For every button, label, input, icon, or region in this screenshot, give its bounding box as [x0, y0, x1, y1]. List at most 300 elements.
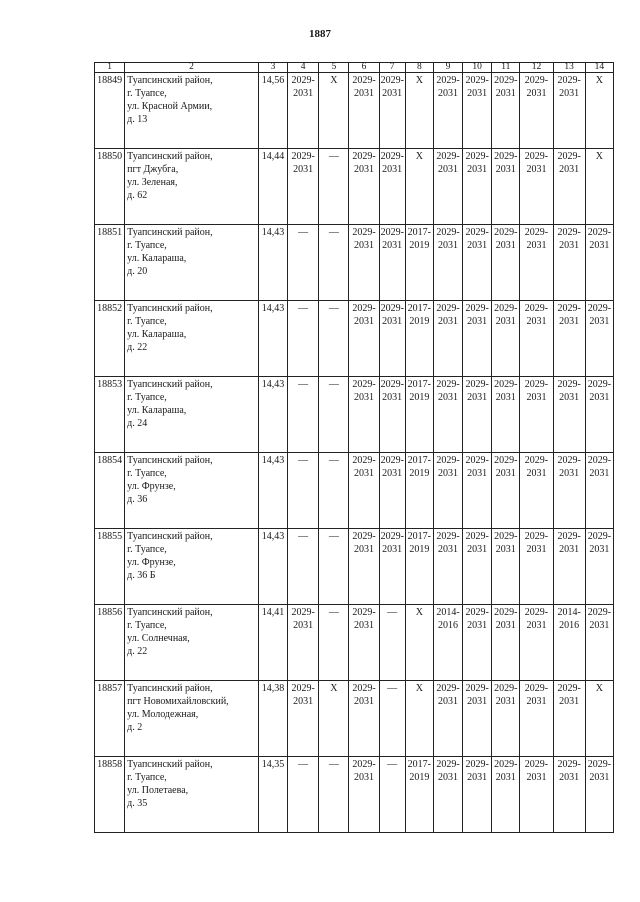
period-text: 2031 — [354, 316, 375, 327]
period-text: 2031 — [467, 620, 488, 631]
period-text: 2029- — [380, 303, 404, 314]
period-text: — — [328, 607, 339, 618]
period-text: X — [595, 683, 603, 694]
period-text: — — [328, 303, 339, 314]
address-cell — [125, 529, 259, 605]
period-text: 2031 — [559, 772, 580, 783]
period-text: 2029- — [352, 607, 376, 618]
period-text: 2031 — [559, 316, 580, 327]
period-cell — [463, 453, 492, 529]
schedule-table — [94, 62, 614, 833]
table-row — [95, 225, 614, 301]
period-text: 2029- — [524, 75, 549, 86]
period-text: — — [298, 531, 309, 542]
column-header: 14 — [585, 63, 613, 73]
period-text: 2031 — [467, 544, 488, 555]
period-text: 2029- — [291, 683, 315, 694]
period-text: 2031 — [437, 696, 458, 707]
address-line: д. 36 Б — [127, 570, 156, 581]
period-cell — [379, 681, 405, 757]
period-text: 2029- — [494, 75, 518, 86]
address-line: ул. Зеленая, — [127, 177, 178, 188]
period-text: 2029- — [557, 531, 581, 542]
period-text: 2031 — [495, 772, 516, 783]
period-cell — [585, 757, 613, 833]
period-text: 2031 — [559, 696, 580, 707]
period-cell — [463, 681, 492, 757]
record-number: 18854 — [95, 453, 125, 529]
period-text: 2031 — [293, 620, 314, 631]
address-line: д. 24 — [127, 418, 148, 429]
period-cell — [585, 377, 613, 453]
table-row — [95, 757, 614, 833]
period-text: 2019 — [409, 240, 430, 251]
period-text: — — [328, 759, 339, 770]
period-cell — [585, 73, 613, 149]
address-line: Туапсинский район, — [127, 379, 213, 390]
period-cell — [463, 149, 492, 225]
period-cell — [433, 301, 462, 377]
address-line: Туапсинский район, — [127, 531, 213, 542]
period-text: 2031 — [354, 696, 375, 707]
period-text: 2031 — [526, 544, 547, 555]
period-cell — [585, 149, 613, 225]
period-text: 2029- — [465, 379, 489, 390]
period-cell — [319, 529, 349, 605]
period-text: 2031 — [559, 392, 580, 403]
period-cell — [288, 149, 319, 225]
address-line: ул. Солнечная, — [127, 633, 190, 644]
column-header: 7 — [379, 63, 405, 73]
period-text: 2031 — [467, 164, 488, 175]
period-text: 2031 — [354, 772, 375, 783]
period-text: 2029- — [557, 75, 581, 86]
table-row — [95, 149, 614, 225]
period-text: 2029- — [557, 683, 581, 694]
period-cell — [553, 757, 585, 833]
record-number: 18853 — [95, 377, 125, 453]
period-cell — [379, 757, 405, 833]
period-text: 2031 — [467, 696, 488, 707]
period-text: 2031 — [382, 88, 403, 99]
period-text: 2029- — [465, 227, 489, 238]
period-text: 2031 — [437, 164, 458, 175]
period-cell — [463, 301, 492, 377]
period-text: 2029- — [380, 151, 404, 162]
period-text: X — [415, 75, 423, 86]
period-cell — [492, 73, 520, 149]
period-text: 2029- — [380, 227, 404, 238]
period-text: 2031 — [354, 88, 375, 99]
period-text: 2029- — [352, 303, 376, 314]
address-line: ул. Красной Армии, — [127, 101, 213, 112]
period-text: 2029- — [557, 227, 581, 238]
period-text: 2029- — [291, 607, 315, 618]
period-text: 2029- — [524, 151, 549, 162]
period-text: 2019 — [409, 392, 430, 403]
period-cell — [319, 73, 349, 149]
period-text: 2029- — [352, 75, 376, 86]
period-text: — — [298, 303, 309, 314]
period-text: 2031 — [382, 316, 403, 327]
period-cell — [492, 529, 520, 605]
period-text: 2029- — [587, 227, 612, 238]
column-header: 4 — [288, 63, 319, 73]
period-cell — [288, 73, 319, 149]
period-text: 2014- — [557, 607, 581, 618]
period-cell — [492, 301, 520, 377]
area-value: 14,43 — [258, 301, 287, 377]
period-text: 2031 — [526, 316, 547, 327]
period-cell — [553, 605, 585, 681]
address-cell — [125, 757, 259, 833]
address-cell — [125, 149, 259, 225]
period-text: 2029- — [352, 759, 376, 770]
table-row — [95, 453, 614, 529]
record-number: 18850 — [95, 149, 125, 225]
address-line: ул. Фрунзе, — [127, 557, 176, 568]
period-text: 2029- — [352, 379, 376, 390]
area-value: 14,43 — [258, 377, 287, 453]
period-text: 2029- — [436, 455, 460, 466]
period-cell — [349, 149, 379, 225]
address-line: д. 20 — [127, 266, 148, 277]
address-line: ул. Молодежная, — [127, 709, 199, 720]
period-cell — [319, 757, 349, 833]
period-text: 2029- — [352, 227, 376, 238]
period-text: 2019 — [409, 772, 430, 783]
period-text: 2031 — [467, 316, 488, 327]
period-text: 2017- — [407, 227, 431, 238]
period-text: 2031 — [526, 164, 547, 175]
period-text: 2031 — [467, 772, 488, 783]
period-text: X — [595, 151, 603, 162]
period-cell — [379, 149, 405, 225]
period-text: 2017- — [407, 531, 431, 542]
record-number: 18857 — [95, 681, 125, 757]
period-text: X — [415, 151, 423, 162]
period-cell — [585, 453, 613, 529]
period-text: 2031 — [559, 88, 580, 99]
column-header: 2 — [125, 63, 259, 73]
area-value: 14,43 — [258, 529, 287, 605]
address-line: Туапсинский район, — [127, 75, 213, 86]
period-text: 2031 — [382, 544, 403, 555]
period-text: 2016 — [437, 620, 458, 631]
period-text: 2029- — [587, 303, 612, 314]
period-cell — [492, 377, 520, 453]
table-row — [95, 377, 614, 453]
record-number: 18858 — [95, 757, 125, 833]
period-text: 2029- — [494, 531, 518, 542]
period-cell — [349, 757, 379, 833]
period-text: 2029- — [524, 455, 549, 466]
period-cell — [319, 605, 349, 681]
period-text: 2029- — [494, 607, 518, 618]
period-cell — [405, 605, 433, 681]
period-text: 2016 — [559, 620, 580, 631]
period-text: 2031 — [354, 468, 375, 479]
period-text: 2031 — [437, 772, 458, 783]
period-text: 2031 — [589, 772, 610, 783]
record-number: 18855 — [95, 529, 125, 605]
period-text: 2031 — [354, 620, 375, 631]
period-text: X — [415, 683, 423, 694]
period-text: 2031 — [589, 240, 610, 251]
period-text: 2029- — [524, 683, 549, 694]
address-line: Туапсинский район, — [127, 303, 213, 314]
period-text: 2031 — [467, 88, 488, 99]
period-text: 2031 — [526, 772, 547, 783]
period-text: 2031 — [589, 392, 610, 403]
period-cell — [553, 681, 585, 757]
period-text: 2029- — [524, 607, 549, 618]
period-cell — [379, 225, 405, 301]
period-text: 2031 — [495, 392, 516, 403]
period-text: — — [328, 227, 339, 238]
period-text: 2029- — [524, 303, 549, 314]
period-text: 2031 — [437, 468, 458, 479]
period-cell — [319, 149, 349, 225]
period-text: 2031 — [382, 240, 403, 251]
period-text: 2031 — [526, 392, 547, 403]
period-cell — [349, 529, 379, 605]
period-cell — [433, 605, 462, 681]
period-cell — [405, 529, 433, 605]
period-text: — — [298, 227, 309, 238]
address-line: Туапсинский район, — [127, 151, 213, 162]
period-text: 2029- — [524, 379, 549, 390]
period-cell — [463, 529, 492, 605]
address-line: Туапсинский район, — [127, 607, 213, 618]
period-text: 2029- — [291, 151, 315, 162]
period-cell — [553, 225, 585, 301]
period-text: 2029- — [465, 607, 489, 618]
period-cell — [433, 73, 462, 149]
period-text: 2031 — [526, 88, 547, 99]
area-value: 14,38 — [258, 681, 287, 757]
period-cell — [492, 453, 520, 529]
period-cell — [433, 453, 462, 529]
period-text: 2029- — [557, 303, 581, 314]
table-row — [95, 681, 614, 757]
period-text: 2031 — [495, 468, 516, 479]
period-cell — [463, 377, 492, 453]
period-text: 2031 — [293, 164, 314, 175]
period-cell — [405, 225, 433, 301]
column-header: 13 — [553, 63, 585, 73]
table-row — [95, 529, 614, 605]
address-line: ул. Фрунзе, — [127, 481, 176, 492]
address-line: г. Туапсе, — [127, 316, 167, 327]
period-text: — — [387, 607, 398, 618]
period-text: 2029- — [465, 151, 489, 162]
period-text: 2031 — [559, 164, 580, 175]
address-line: д. 35 — [127, 798, 148, 809]
period-text: 2029- — [494, 303, 518, 314]
period-cell — [405, 681, 433, 757]
period-cell — [405, 73, 433, 149]
period-text: 2031 — [526, 468, 547, 479]
period-cell — [405, 453, 433, 529]
period-cell — [288, 453, 319, 529]
period-text: 2029- — [436, 683, 460, 694]
address-line: Туапсинский район, — [127, 759, 213, 770]
period-cell — [349, 453, 379, 529]
period-text: 2029- — [587, 759, 612, 770]
period-text: 2029- — [380, 455, 404, 466]
address-cell — [125, 681, 259, 757]
column-header: 5 — [319, 63, 349, 73]
period-cell — [492, 757, 520, 833]
period-cell — [463, 225, 492, 301]
address-line: г. Туапсе, — [127, 392, 167, 403]
period-text: 2029- — [494, 455, 518, 466]
period-text: 2029- — [436, 531, 460, 542]
period-cell — [492, 225, 520, 301]
period-text: 2029- — [352, 455, 376, 466]
period-text: 2031 — [467, 240, 488, 251]
period-cell — [379, 301, 405, 377]
address-line: д. 36 — [127, 494, 148, 505]
period-cell — [520, 605, 553, 681]
period-text: 2029- — [494, 227, 518, 238]
column-header: 12 — [520, 63, 553, 73]
period-cell — [349, 73, 379, 149]
period-cell — [520, 301, 553, 377]
period-cell — [288, 377, 319, 453]
period-cell — [520, 225, 553, 301]
period-text: X — [330, 75, 338, 86]
period-cell — [585, 681, 613, 757]
period-cell — [553, 73, 585, 149]
period-text: 2029- — [436, 151, 460, 162]
period-text: — — [387, 683, 398, 694]
table-row — [95, 605, 614, 681]
period-text: 2029- — [557, 759, 581, 770]
period-text: 2031 — [495, 316, 516, 327]
period-cell — [288, 757, 319, 833]
period-cell — [553, 453, 585, 529]
period-cell — [492, 605, 520, 681]
period-cell — [319, 301, 349, 377]
period-text: 2029- — [524, 759, 549, 770]
period-text: 2029- — [436, 759, 460, 770]
address-line: пгт Новомихайловский, — [127, 696, 229, 707]
period-text: 2029- — [524, 227, 549, 238]
period-text: 2029- — [380, 379, 404, 390]
address-line: Туапсинский район, — [127, 227, 213, 238]
address-line: д. 13 — [127, 114, 148, 125]
period-cell — [288, 529, 319, 605]
period-text: X — [330, 683, 338, 694]
header-row — [95, 63, 614, 73]
period-cell — [349, 681, 379, 757]
address-line: ул. Полетаева, — [127, 785, 189, 796]
period-text: — — [328, 455, 339, 466]
period-cell — [405, 301, 433, 377]
period-cell — [349, 377, 379, 453]
period-cell — [433, 377, 462, 453]
period-text: 2017- — [407, 455, 431, 466]
period-text: 2031 — [526, 696, 547, 707]
period-cell — [585, 529, 613, 605]
period-text: 2031 — [495, 88, 516, 99]
period-text: 2031 — [589, 316, 610, 327]
address-cell — [125, 605, 259, 681]
period-cell — [553, 529, 585, 605]
period-text: — — [328, 151, 339, 162]
period-text: 2031 — [526, 240, 547, 251]
period-cell — [405, 149, 433, 225]
period-text: 2031 — [437, 392, 458, 403]
address-line: д. 2 — [127, 722, 143, 733]
period-cell — [553, 377, 585, 453]
period-text: 2029- — [436, 75, 460, 86]
period-text: 2029- — [524, 531, 549, 542]
period-text: 2029- — [465, 75, 489, 86]
area-value: 14,35 — [258, 757, 287, 833]
period-text: 2031 — [437, 240, 458, 251]
area-value: 14,43 — [258, 225, 287, 301]
address-line: д. 22 — [127, 646, 148, 657]
period-cell — [379, 529, 405, 605]
period-cell — [433, 757, 462, 833]
period-text: 2031 — [382, 468, 403, 479]
column-header: 6 — [349, 63, 379, 73]
period-text: 2029- — [557, 379, 581, 390]
table-body — [95, 73, 614, 833]
area-value: 14,56 — [258, 73, 287, 149]
period-cell — [520, 73, 553, 149]
period-cell — [288, 605, 319, 681]
period-text: 2031 — [354, 544, 375, 555]
period-cell — [349, 301, 379, 377]
period-cell — [553, 301, 585, 377]
period-text: 2031 — [354, 240, 375, 251]
period-text: 2029- — [587, 531, 612, 542]
address-line: ул. Калараша, — [127, 329, 187, 340]
period-cell — [492, 149, 520, 225]
period-text: 2029- — [557, 455, 581, 466]
period-text: 2029- — [352, 531, 376, 542]
period-text: 2029- — [436, 303, 460, 314]
period-cell — [319, 681, 349, 757]
period-text: 2031 — [495, 544, 516, 555]
period-text: 2031 — [589, 544, 610, 555]
period-text: 2029- — [352, 683, 376, 694]
address-line: г. Туапсе, — [127, 468, 167, 479]
period-text: 2019 — [409, 544, 430, 555]
period-cell — [379, 453, 405, 529]
period-cell — [520, 377, 553, 453]
column-header: 3 — [258, 63, 287, 73]
period-text: 2029- — [494, 151, 518, 162]
area-value: 14,44 — [258, 149, 287, 225]
period-cell — [379, 605, 405, 681]
period-cell — [433, 529, 462, 605]
period-text: 2029- — [587, 455, 612, 466]
period-cell — [433, 681, 462, 757]
period-text: 2019 — [409, 316, 430, 327]
address-line: Туапсинский район, — [127, 455, 213, 466]
period-text: 2029- — [465, 683, 489, 694]
period-text: 2029- — [587, 607, 612, 618]
address-line: ул. Калараша, — [127, 253, 187, 264]
period-text: 2029- — [465, 455, 489, 466]
period-text: 2031 — [293, 696, 314, 707]
period-cell — [288, 681, 319, 757]
